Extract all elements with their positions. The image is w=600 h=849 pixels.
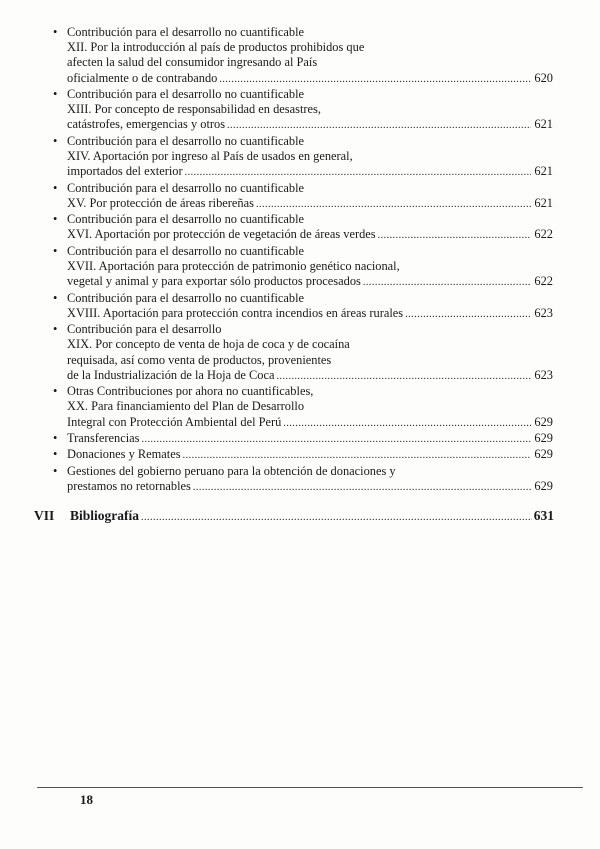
toc-entry[interactable]	[53, 464, 553, 495]
entry-text: Transferencias	[67, 430, 140, 445]
entry-text: XVIII. Aportación para protección contra incendios en áreas rurales	[67, 305, 404, 320]
entry-text: XV. Por protección de áreas ribereñas	[67, 195, 254, 210]
footer-rule	[37, 787, 583, 788]
entry-page: 623	[534, 367, 553, 382]
entry-text: Donaciones y Remates	[67, 447, 181, 462]
leader-dots	[141, 508, 532, 524]
chapter-title: Bibliografía	[70, 508, 140, 523]
entry-last-line	[67, 447, 553, 463]
entry-text: prestamos no retornables	[67, 478, 191, 493]
bullet-icon: •	[53, 463, 58, 478]
entry-last-line	[67, 431, 553, 447]
entry-last-line	[67, 479, 553, 495]
toc-entry[interactable]	[53, 25, 553, 87]
entry-page: 629	[534, 478, 553, 493]
entry-page: 623	[534, 305, 553, 320]
toc-entry[interactable]	[53, 431, 553, 447]
entry-line: Contribución para el desarrollo no cuantificable	[67, 133, 305, 148]
entry-line: XIII. Por concepto de responsabilidad en desastres,	[67, 102, 321, 117]
entry-line: XIV. Aportación por ingreso al País de usados en general,	[67, 149, 353, 163]
entry-line: Contribución para el desarrollo no cuantificable	[67, 180, 305, 195]
bullet-icon: •	[53, 180, 58, 195]
entry-line: Contribución para el desarrollo no cuantificable	[67, 25, 305, 39]
chapter-entry[interactable]	[34, 508, 554, 524]
entry-last-line	[67, 415, 553, 431]
entry-text: XVI. Aportación por protección de vegetación de áreas verdes	[67, 227, 376, 242]
entry-line: afecten la salud del consumidor ingresando al País	[67, 55, 318, 70]
toc-entry[interactable]	[53, 134, 553, 181]
entry-last-line	[67, 196, 553, 212]
entry-last-line	[67, 368, 553, 384]
toc-entry[interactable]	[53, 212, 553, 243]
entry-line: Otras Contribuciones por ahora no cuantificables,	[67, 384, 314, 399]
leader-dots	[283, 415, 531, 431]
entry-page: 620	[534, 70, 553, 85]
toc-entry[interactable]	[53, 291, 553, 322]
entry-line: XIX. Por concepto de venta de hoja de coca y de cocaína	[67, 337, 350, 352]
leader-dots	[405, 306, 531, 322]
entry-line: Contribución para el desarrollo	[67, 322, 222, 337]
bullet-icon: •	[53, 212, 58, 227]
entry-line: requisada, así como venta de productos, provenientes	[67, 352, 332, 367]
entry-text: de la Industrialización de la Hoja de Coca	[67, 367, 275, 382]
leader-dots	[276, 368, 531, 384]
toc-entry[interactable]	[53, 447, 553, 463]
entry-page: 622	[534, 274, 553, 289]
bullet-icon: •	[53, 322, 58, 337]
leader-dots	[219, 71, 531, 87]
entry-page: 622	[534, 227, 553, 242]
bullet-icon: •	[53, 25, 58, 39]
bullet-icon: •	[53, 243, 58, 258]
entry-page: 621	[534, 195, 553, 210]
chapter-page: 631	[533, 508, 554, 523]
entry-last-line	[67, 164, 553, 180]
bullet-icon: •	[53, 384, 58, 399]
entry-last-line	[67, 117, 553, 133]
entry-last-line	[67, 306, 553, 322]
leader-dots	[193, 479, 531, 495]
entry-page: 629	[534, 430, 553, 445]
bullet-icon: •	[53, 87, 58, 101]
entry-page: 629	[534, 447, 553, 462]
leader-dots	[185, 164, 531, 180]
entry-line: Contribución para el desarrollo no cuantificable	[67, 243, 305, 258]
bullet-icon: •	[53, 430, 58, 445]
toc-entry[interactable]	[53, 322, 553, 384]
entry-line: Contribución para el desarrollo no cuantificable	[67, 87, 305, 101]
bullet-icon: •	[53, 290, 58, 305]
leader-dots	[227, 117, 531, 133]
page-number: 18	[80, 792, 93, 807]
entry-line: Contribución para el desarrollo no cuantificable	[67, 212, 305, 227]
entry-last-line	[67, 71, 553, 87]
entry-text: vegetal y animal y para exportar sólo productos procesados	[67, 274, 361, 289]
entry-last-line	[67, 274, 553, 290]
entry-page: 621	[534, 117, 553, 132]
bullet-icon: •	[53, 133, 58, 148]
leader-dots	[256, 196, 531, 212]
toc-entry[interactable]	[53, 384, 553, 431]
entry-text: oficialmente o de contrabando	[67, 70, 218, 85]
entry-page: 621	[534, 164, 553, 179]
leader-dots	[363, 274, 531, 290]
entry-last-line	[67, 227, 553, 243]
entry-text: importados del exterior	[67, 164, 183, 179]
entry-text: catástrofes, emergencias y otros	[67, 117, 226, 132]
toc-entry[interactable]	[53, 181, 553, 212]
entry-line: Contribución para el desarrollo no cuantificable	[67, 290, 305, 305]
bullet-icon: •	[53, 447, 58, 462]
entry-line: XII. Por la introducción al país de productos prohibidos que	[67, 40, 365, 55]
leader-dots	[378, 227, 531, 243]
leader-dots	[183, 447, 531, 463]
entry-page: 629	[534, 414, 553, 429]
chapter-number: VII	[34, 508, 55, 523]
entry-line: XVII. Aportación para protección de patrimonio genético nacional,	[67, 258, 400, 273]
toc-entry[interactable]	[53, 244, 553, 291]
entry-text: Integral con Protección Ambiental del Perú	[67, 414, 282, 429]
entry-line: XX. Para financiamiento del Plan de Desarrollo	[67, 399, 305, 414]
toc-entry[interactable]	[53, 87, 553, 134]
table-of-contents	[53, 25, 553, 495]
entry-line: Gestiones del gobierno peruano para la obtención de donaciones y	[67, 463, 396, 478]
leader-dots	[142, 431, 532, 447]
